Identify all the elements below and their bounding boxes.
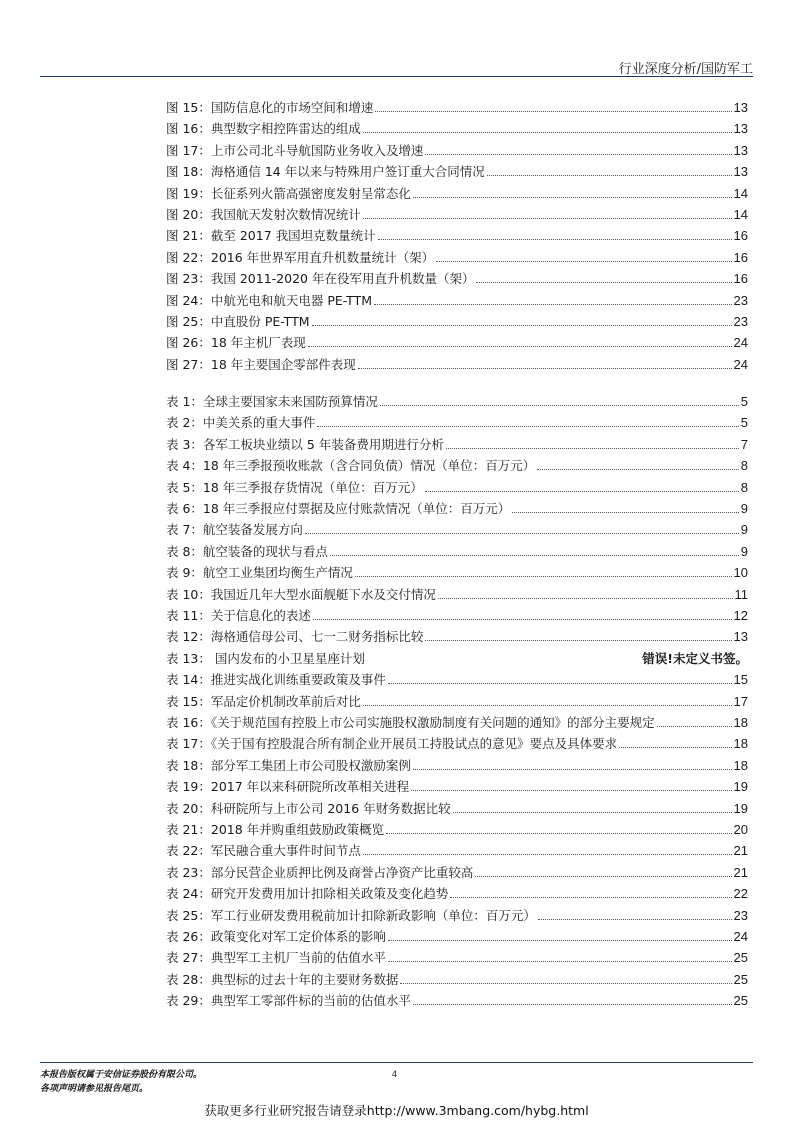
table-entry-label: 表 28：典型标的过去十年的主要财务数据 [166, 971, 399, 987]
dot-leader [305, 533, 739, 534]
dot-leader [388, 940, 732, 941]
dot-leader [411, 790, 731, 791]
table-entry-label: 表 16：《关于规范国有控股上市公司实施股权激励制度有关问题的通知》的部分主要规定 [166, 715, 655, 730]
table-entry-page: 13 [733, 629, 748, 645]
table-entry-label: 表 29：典型军工零部件标的当前的估值水平 [166, 993, 411, 1009]
table-entry-page: 5 [740, 415, 748, 431]
figure-entry[interactable] [166, 331, 748, 351]
dot-leader [657, 726, 732, 727]
dot-leader [358, 368, 732, 369]
table-entry[interactable] [166, 946, 748, 966]
copyright-line-2: 各项声明请参见报告尾页。 [40, 1084, 149, 1094]
dot-leader [537, 469, 738, 470]
dot-leader [317, 426, 738, 427]
figure-entry-label: 图 15：国防信息化的市场空间和增速 [166, 100, 374, 115]
table-entry[interactable] [166, 454, 748, 474]
table-entry-page: 9 [740, 543, 748, 559]
table-entry-page: 25 [733, 993, 748, 1009]
figure-entry-label: 图 27：18 年主要国企零部件表现 [166, 356, 356, 372]
table-entry[interactable] [166, 390, 748, 410]
table-entry-page: 23 [733, 907, 748, 923]
table-entry-label: 表 6：18 年三季报应付票据及应付账款情况（单位：百万元） [166, 501, 511, 516]
table-entry-error: 错误!未定义书签。 [642, 650, 748, 666]
table-entry-label: 表 18：部分军工集团上市公司股权激励案例 [166, 757, 411, 773]
table-entry-label: 表 19：2017 年以来科研院所改革相关进程 [166, 779, 410, 795]
table-entry[interactable] [166, 882, 748, 902]
table-entry-label: 表 9：航空工业集团均衡生产情况 [166, 565, 353, 581]
table-entry-label: 表 12：海格通信母公司、七一二财务指标比较 [166, 629, 424, 645]
table-entry-page: 18 [733, 715, 748, 730]
figure-entry[interactable] [166, 289, 748, 309]
table-entry-page: 18 [733, 736, 748, 752]
table-entry-page: 15 [733, 672, 748, 688]
figure-entry-label: 图 19：长征系列火箭高强密度发射呈常态化 [166, 185, 411, 201]
dot-leader [619, 747, 731, 748]
table-entry[interactable] [166, 925, 748, 945]
table-entry-page: 19 [733, 800, 748, 816]
table-entry[interactable] [166, 818, 748, 838]
dot-leader [450, 897, 731, 898]
figure-entry[interactable] [166, 203, 748, 223]
table-entry-page: 11 [734, 586, 748, 602]
dot-leader [453, 812, 732, 813]
table-entry[interactable] [166, 690, 748, 710]
table-entry-label: 表 5：18 年三季报存货情况（单位：百万元） [166, 479, 423, 495]
table-entry-page: 18 [733, 757, 748, 773]
figure-entry-page: 14 [733, 185, 748, 201]
copyright-line-1: 本报告版权属于安信证券股份有限公司。 [40, 1070, 203, 1080]
dot-leader [355, 576, 732, 577]
figure-entry-label: 图 17：上市公司北斗导航国防业务收入及增速 [166, 142, 424, 158]
table-entry-label: 表 21：2018 年并购重组鼓励政策概览 [166, 822, 385, 837]
download-note: 获取更多行业研究报告请登录http://www.3mbang.com/hybg.html [204, 1103, 589, 1118]
figure-entry[interactable] [166, 182, 748, 202]
table-entry[interactable] [166, 732, 748, 752]
table-entry[interactable] [166, 989, 748, 1009]
figure-entry-page: 13 [733, 121, 748, 137]
table-entry[interactable] [166, 583, 748, 603]
dot-leader [378, 239, 732, 240]
table-entry-label: 表 11：关于信息化的表述 [166, 608, 311, 623]
dot-leader [538, 919, 732, 920]
header-title: 行业深度分析/国防军工 [618, 62, 753, 77]
table-entry-label: 表 23：部分民营企业质押比例及商誉占净资产比重较高 [166, 864, 474, 880]
dot-leader [363, 218, 732, 219]
dot-leader [400, 983, 731, 984]
table-entry-page: 9 [740, 501, 748, 516]
header-divider [40, 76, 753, 77]
table-entry-page: 22 [733, 886, 748, 902]
figure-entry-page: 23 [733, 314, 748, 329]
figure-entry[interactable] [166, 139, 748, 159]
table-entry[interactable] [166, 540, 748, 560]
table-entry[interactable] [166, 775, 748, 795]
dot-leader [487, 175, 732, 176]
table-entry-label: 表 24：研究开发费用加计扣除相关政策及变化趋势 [166, 886, 449, 902]
figure-entry-label: 图 20：我国航天发射次数情况统计 [166, 207, 361, 222]
table-entry-page: 5 [740, 394, 748, 409]
figure-entry-label: 图 23：我国 2011-2020 年在役军用直升机数量（架） [166, 271, 475, 287]
figure-entry-page: 16 [733, 249, 748, 265]
figure-entry-page: 24 [733, 356, 748, 372]
figure-entry-page: 23 [733, 292, 748, 308]
dot-leader [363, 705, 732, 706]
dot-leader [386, 833, 731, 834]
figure-entry[interactable] [166, 224, 748, 244]
table-entry-page: 21 [733, 843, 748, 859]
dot-leader [388, 683, 732, 684]
figure-entry-label: 图 16：典型数字相控阵雷达的组成 [166, 121, 361, 137]
table-entry-page: 19 [733, 779, 748, 795]
dot-leader [425, 491, 739, 492]
table-entry-page: 20 [733, 822, 748, 837]
table-entry[interactable] [166, 839, 748, 859]
table-entry-label: 表 15：军品定价机制改革前后对比 [166, 693, 361, 709]
table-entry[interactable] [166, 604, 748, 624]
table-entry-page: 10 [733, 565, 748, 581]
footer-copyright [40, 1068, 202, 1096]
dot-leader [380, 405, 739, 406]
figure-entry-page: 13 [733, 164, 748, 180]
page-number: 4 [392, 1069, 398, 1079]
dot-leader [363, 132, 732, 133]
figure-entry-label: 图 18：海格通信 14 年以来与特殊用户签订重大合同情况 [166, 164, 485, 180]
table-entry-page: 7 [740, 436, 748, 452]
dot-leader [438, 598, 733, 599]
figure-entry-page: 14 [733, 207, 748, 222]
dot-leader [446, 448, 739, 449]
dot-leader [374, 304, 732, 305]
dot-leader [436, 261, 731, 262]
table-entry-label: 表 20：科研院所与上市公司 2016 年财务数据比较 [166, 800, 451, 816]
table-entry-label: 表 14：推进实战化训练重要政策及事件 [166, 672, 386, 688]
table-entry-page: 25 [733, 971, 748, 987]
table-entry-label: 表 3：各军工板块业绩以 5 年装备费用期进行分析 [166, 436, 444, 452]
dot-leader [308, 346, 732, 347]
table-entry-page: 21 [733, 864, 748, 880]
dot-leader [425, 154, 731, 155]
dot-leader [313, 619, 732, 620]
table-entry-page: 25 [733, 950, 748, 966]
dot-leader [363, 854, 732, 855]
dot-leader [476, 282, 731, 283]
table-entry[interactable] [166, 797, 748, 817]
dot-leader [475, 876, 731, 877]
dot-leader [330, 555, 739, 556]
table-entry[interactable] [166, 861, 748, 881]
table-entry-label: 表 7：航空装备发展方向 [166, 522, 303, 538]
figure-entry[interactable] [166, 246, 748, 266]
figure-entry[interactable] [166, 117, 748, 137]
figure-entry[interactable] [166, 353, 748, 373]
table-entry-label: 表 27：典型军工主机厂当前的估值水平 [166, 950, 386, 966]
table-entry[interactable] [166, 518, 748, 538]
figure-entry-label: 图 22：2016 年世界军用直升机数量统计（架） [166, 249, 435, 265]
table-entry[interactable] [166, 561, 748, 581]
table-entry-page: 24 [733, 929, 748, 944]
table-entry-label: 表 17：《关于国有控股混合所有制企业开展员工持股试点的意见》要点及具体要求 [166, 736, 618, 752]
figure-entry-page: 13 [733, 100, 748, 115]
table-entry-page: 8 [740, 458, 748, 474]
table-entry[interactable] [166, 411, 748, 431]
table-entry-page: 12 [733, 608, 748, 623]
figure-entry-label: 图 24：中航光电和航天电器 PE-TTM [166, 292, 372, 308]
figure-entry-label: 图 25：中直股份 PE-TTM [166, 314, 310, 329]
footer-divider [40, 1062, 753, 1063]
table-entry-label: 表 25：军工行业研发费用税前加计扣除新政影响（单位：百万元） [166, 907, 536, 923]
table-entry-label: 表 4：18 年三季报预收账款（含合同负债）情况（单位：百万元） [166, 458, 536, 474]
figure-entry[interactable] [166, 267, 748, 287]
table-entry-label: 表 8：航空装备的现状与看点 [166, 543, 328, 559]
table-entry-label: 表 2：中美关系的重大事件 [166, 415, 316, 431]
table-entry-label: 表 22：军民融合重大事件时间节点 [166, 843, 361, 859]
table-entry[interactable] [166, 711, 748, 731]
dot-leader [312, 325, 732, 326]
figure-entry-page: 16 [733, 228, 748, 244]
table-entry-page: 8 [740, 479, 748, 495]
table-entry-page: 9 [740, 522, 748, 538]
table-entry[interactable] [166, 754, 748, 774]
dot-leader [425, 640, 731, 641]
figure-entry-label: 图 26：18 年主机厂表现 [166, 335, 306, 351]
dot-leader [388, 961, 732, 962]
figure-entry-page: 16 [733, 271, 748, 287]
table-entry[interactable] [166, 647, 748, 667]
figure-entry-page: 13 [733, 142, 748, 158]
table-entry[interactable] [166, 433, 748, 453]
table-entry[interactable] [166, 668, 748, 688]
table-entry-label: 表 13： 国内发布的小卫星星座计划 [166, 650, 365, 666]
table-entry[interactable] [166, 968, 748, 988]
table-entry-label: 表 1：全球主要国家未来国防预算情况 [166, 394, 378, 409]
table-entry[interactable] [166, 497, 748, 517]
table-entry-label: 表 26：政策变化对军工定价体系的影响 [166, 929, 386, 944]
figure-entry-page: 24 [733, 335, 748, 351]
dot-leader [413, 769, 732, 770]
table-entry[interactable] [166, 476, 748, 496]
figure-entry-label: 图 21：截至 2017 我国坦克数量统计 [166, 228, 376, 244]
table-entry-page: 17 [733, 693, 748, 709]
figure-entry[interactable] [166, 310, 748, 330]
dot-leader [512, 512, 738, 513]
table-entry-label: 表 10：我国近几年大型水面舰艇下水及交付情况 [166, 586, 436, 602]
dot-leader [413, 197, 732, 198]
table-entry[interactable] [166, 625, 748, 645]
table-entry[interactable] [166, 904, 748, 924]
dot-leader [375, 111, 731, 112]
figure-entry[interactable] [166, 160, 748, 180]
figure-entry[interactable] [166, 96, 748, 116]
dot-leader [413, 1004, 732, 1005]
